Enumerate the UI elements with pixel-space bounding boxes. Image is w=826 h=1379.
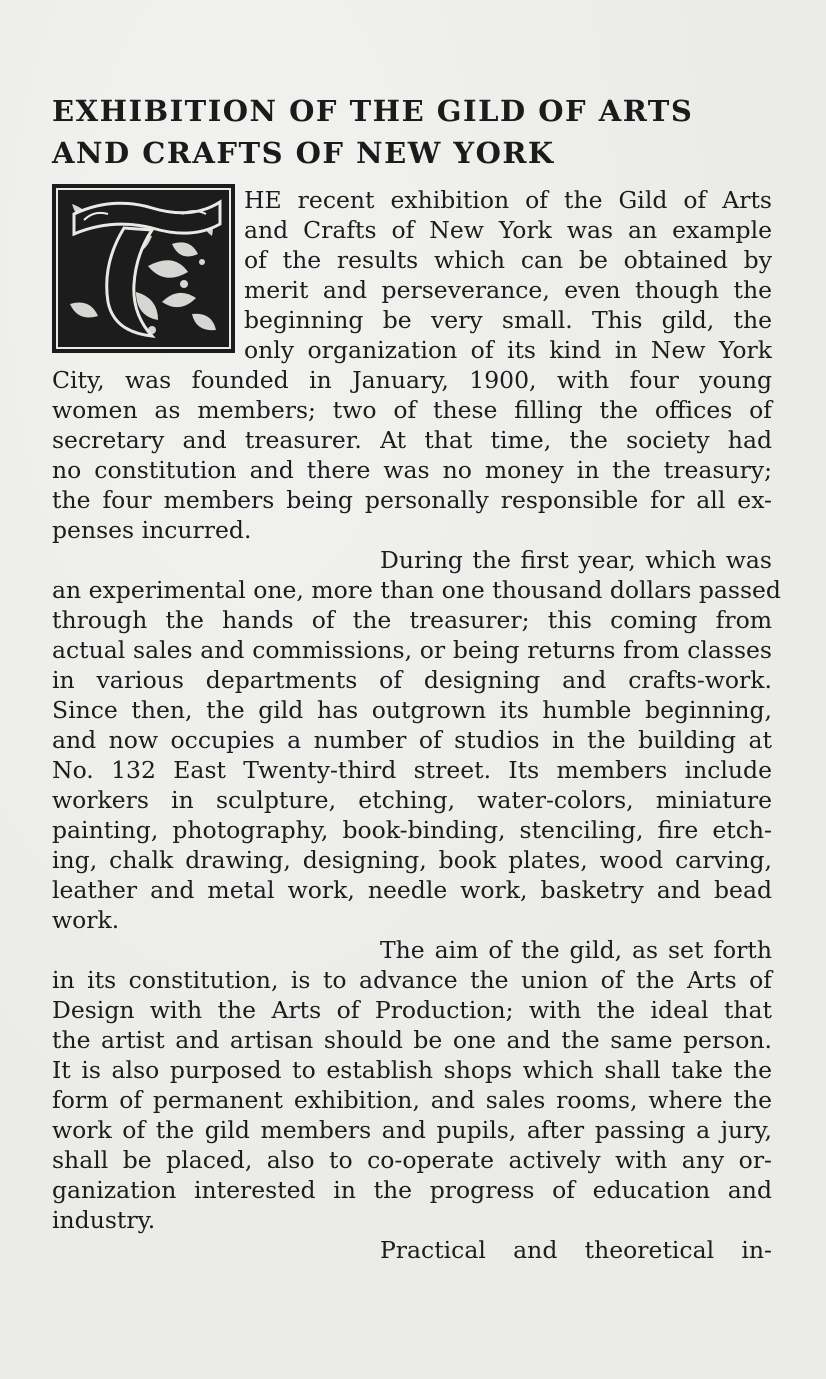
text-line: the four members being personally responsible for all ex- bbox=[52, 486, 772, 514]
text-line: workers in sculpture, etching, water-colors, miniature bbox=[52, 786, 772, 814]
text-line: the artist and artisan should be one and the same person. bbox=[52, 1026, 772, 1054]
text-line: through the hands of the treasurer; this coming from bbox=[52, 606, 772, 634]
text-line: It is also purposed to establish shops which shall take the bbox=[52, 1056, 772, 1084]
text-line: secretary and treasurer. At that time, the society had bbox=[52, 426, 772, 454]
text-line: and Crafts of New York was an example bbox=[244, 216, 772, 244]
text-line: The aim of the gild, as set forth bbox=[380, 936, 772, 964]
article-title-line-1: EXHIBITION OF THE GILD OF ARTS bbox=[52, 94, 694, 128]
text-line: and now occupies a number of studios in the building at bbox=[52, 726, 772, 754]
text-line: an experimental one, more than one thousand dollars passed bbox=[52, 576, 781, 604]
ornamental-initial-t-icon bbox=[52, 184, 235, 353]
text-line: in its constitution, is to advance the union of the Arts of bbox=[52, 966, 772, 994]
text-line: penses incurred. bbox=[52, 516, 252, 544]
text-line: industry. bbox=[52, 1206, 156, 1234]
text-line: of the results which can be obtained by bbox=[244, 246, 772, 274]
text-line: leather and metal work, needle work, basketry and bead bbox=[52, 876, 772, 904]
text-line: Design with the Arts of Production; with the ideal that bbox=[52, 996, 772, 1024]
text-line: no constitution and there was no money in the treasury; bbox=[52, 456, 772, 484]
article-title-line-2: AND CRAFTS OF NEW YORK bbox=[52, 136, 555, 170]
text-line: No. 132 East Twenty-third street. Its members include bbox=[52, 756, 772, 784]
text-line: actual sales and commissions, or being returns from classes bbox=[52, 636, 772, 664]
text-line: City, was founded in January, 1900, with four young bbox=[52, 366, 772, 394]
text-line: in various departments of designing and crafts-work. bbox=[52, 666, 772, 694]
text-line: form of permanent exhibition, and sales rooms, where the bbox=[52, 1086, 772, 1114]
text-line: shall be placed, also to co-operate actively with any or- bbox=[52, 1146, 772, 1174]
text-line: Practical and theoretical in- bbox=[380, 1236, 772, 1264]
text-line: Since then, the gild has outgrown its humble beginning, bbox=[52, 696, 772, 724]
text-line: merit and perseverance, even though the bbox=[244, 276, 772, 304]
text-line: work. bbox=[52, 906, 120, 934]
text-line: HE recent exhibition of the Gild of Arts bbox=[244, 186, 772, 214]
text-line: only organization of its kind in New York bbox=[244, 336, 772, 364]
text-line: painting, photography, book-binding, stenciling, fire etch- bbox=[52, 816, 772, 844]
text-line: During the first year, which was bbox=[380, 546, 772, 574]
text-line: ing, chalk drawing, designing, book plates, wood carving, bbox=[52, 846, 772, 874]
text-line: beginning be very small. This gild, the bbox=[244, 306, 772, 334]
text-line: work of the gild members and pupils, after passing a jury, bbox=[52, 1116, 772, 1144]
text-line: ganization interested in the progress of education and bbox=[52, 1176, 772, 1204]
text-line: women as members; two of these filling the offices of bbox=[52, 396, 772, 424]
